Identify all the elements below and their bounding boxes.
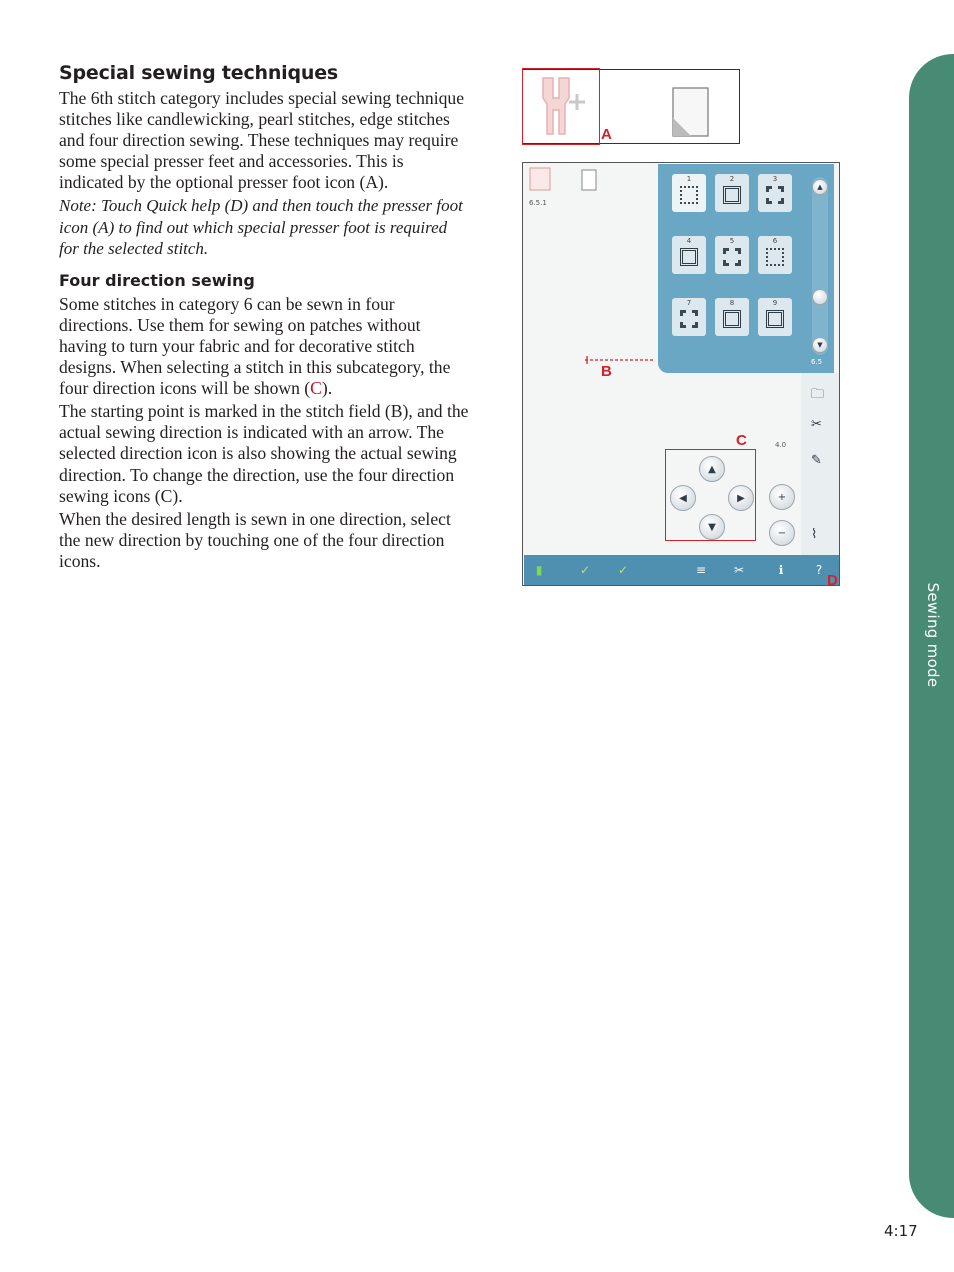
direction-down-icon[interactable]: ▼	[699, 514, 725, 540]
stitch-cell-number: 3	[772, 175, 778, 183]
four-direction-text-end: ).	[321, 378, 333, 399]
stitch-cell[interactable]	[672, 236, 706, 274]
category-label: 6.5	[811, 358, 823, 366]
stitch-cell[interactable]	[672, 174, 706, 212]
chapter-tab-text: Sewing mode	[924, 582, 942, 688]
stitch-cell-number: 6	[772, 237, 778, 245]
four-direction-paragraph	[59, 294, 469, 399]
stitch-icon	[723, 310, 741, 328]
text-column	[59, 62, 469, 574]
info-icon[interactable]: ℹ	[778, 563, 784, 577]
chapter-tab-label	[918, 574, 946, 704]
scroll-slider[interactable]	[812, 177, 828, 355]
bottom-toolbar	[524, 555, 840, 585]
subsection-heading: Four direction sewing	[59, 270, 255, 290]
presser-foot-mini-icon	[529, 167, 551, 191]
scissors-icon[interactable]: ✂	[811, 417, 822, 432]
stitch-icon	[680, 186, 698, 204]
section-heading: Special sewing techniques	[59, 62, 339, 84]
callout-a-highlight	[522, 68, 600, 145]
slider-thumb[interactable]	[812, 289, 828, 305]
stitch-icon	[723, 186, 741, 204]
page-mini-icon	[581, 169, 597, 191]
menu-icon[interactable]: ≡	[695, 563, 707, 577]
stitch-icon	[766, 248, 784, 266]
decrease-icon[interactable]: −	[769, 520, 795, 546]
stitch-cell-number: 8	[729, 299, 735, 307]
stitch-selection-panel	[658, 164, 834, 373]
direction-right-icon[interactable]: ▶	[728, 485, 754, 511]
callout-c-link[interactable]: C	[310, 378, 322, 399]
intro-paragraph: The 6th stitch category includes special sewing technique stitches like candlewicking, pearl stitches, edge stitches and four direction sewing. These techniques may require some special presser feet and accessories. This is indicated by the optional presser foot icon (A).	[59, 88, 465, 193]
stitch-cell-number: 1	[686, 175, 692, 183]
stitch-cell[interactable]	[758, 174, 792, 212]
direction-left-icon[interactable]: ◀	[670, 485, 696, 511]
width-value: 4.0	[775, 441, 787, 449]
sewing-mode-icon[interactable]: ▮	[535, 563, 543, 577]
stitch-start-marker[interactable]	[583, 355, 655, 365]
needle-icon[interactable]: ⌇	[811, 527, 818, 542]
sequence-icon[interactable]: ✓	[617, 563, 629, 577]
callout-a-label: A	[601, 126, 612, 143]
scroll-down-icon[interactable]: ▼	[812, 337, 828, 353]
stitch-icon	[680, 310, 698, 328]
stitch-cell[interactable]	[758, 298, 792, 336]
stitch-cell[interactable]	[672, 298, 706, 336]
increase-icon[interactable]: +	[769, 484, 795, 510]
stitch-number: 6.5.1	[529, 199, 547, 207]
callout-b-label: B	[601, 363, 612, 380]
four-direction-text: Some stitches in category 6 can be sewn in four directions. Use them for sewing on patches without having to turn your fabric and for decorative stitch designs. When selecting a stitch in this subcategory, the four direction icons will be shown (	[59, 293, 451, 399]
stitch-cell[interactable]	[715, 174, 749, 212]
stitch-program-icon[interactable]: ✓	[579, 563, 591, 577]
scroll-up-icon[interactable]: ▲	[812, 179, 828, 195]
desired-length-paragraph: When the desired length is sewn in one direction, select the new direction by touching one of the four direction icons.	[59, 508, 451, 571]
stitch-icon	[723, 248, 741, 266]
folder-icon[interactable]: 🗀	[811, 387, 825, 402]
page-number: 4:17	[884, 1222, 918, 1240]
stitch-cell-number: 5	[729, 237, 735, 245]
stitch-cell[interactable]	[715, 236, 749, 274]
direction-up-icon[interactable]: ▲	[699, 456, 725, 482]
edit-icon[interactable]: ✎	[811, 453, 822, 468]
callout-d-label: D	[827, 572, 838, 589]
stitch-cell-number: 9	[772, 299, 778, 307]
stitch-icon	[680, 248, 698, 266]
stitch-icon	[766, 186, 784, 204]
stitch-cell-number: 7	[686, 299, 692, 307]
stitch-cell[interactable]	[758, 236, 792, 274]
callout-c-label: C	[736, 432, 747, 449]
settings-icon[interactable]: ✂	[733, 563, 745, 577]
stitch-cell[interactable]	[715, 298, 749, 336]
callout-c-highlight	[665, 449, 756, 541]
tool-rail	[801, 373, 839, 555]
quick-help-icon[interactable]: ?	[815, 563, 823, 577]
stitch-cell-number: 2	[729, 175, 735, 183]
note-paragraph: Note: Touch Quick help (D) and then touch the presser foot icon (A) to find out which special presser foot is required for the selected stitch.	[59, 196, 463, 258]
stitch-cell-number: 4	[686, 237, 692, 245]
starting-point-paragraph: The starting point is marked in the stitch field (B), and the actual sewing direction is indicated with an arrow. The selected direction icon is also showing the actual sewing direction. To change the direction, use the four direction sewing icons (C).	[59, 401, 469, 506]
stitch-icon	[766, 310, 784, 328]
